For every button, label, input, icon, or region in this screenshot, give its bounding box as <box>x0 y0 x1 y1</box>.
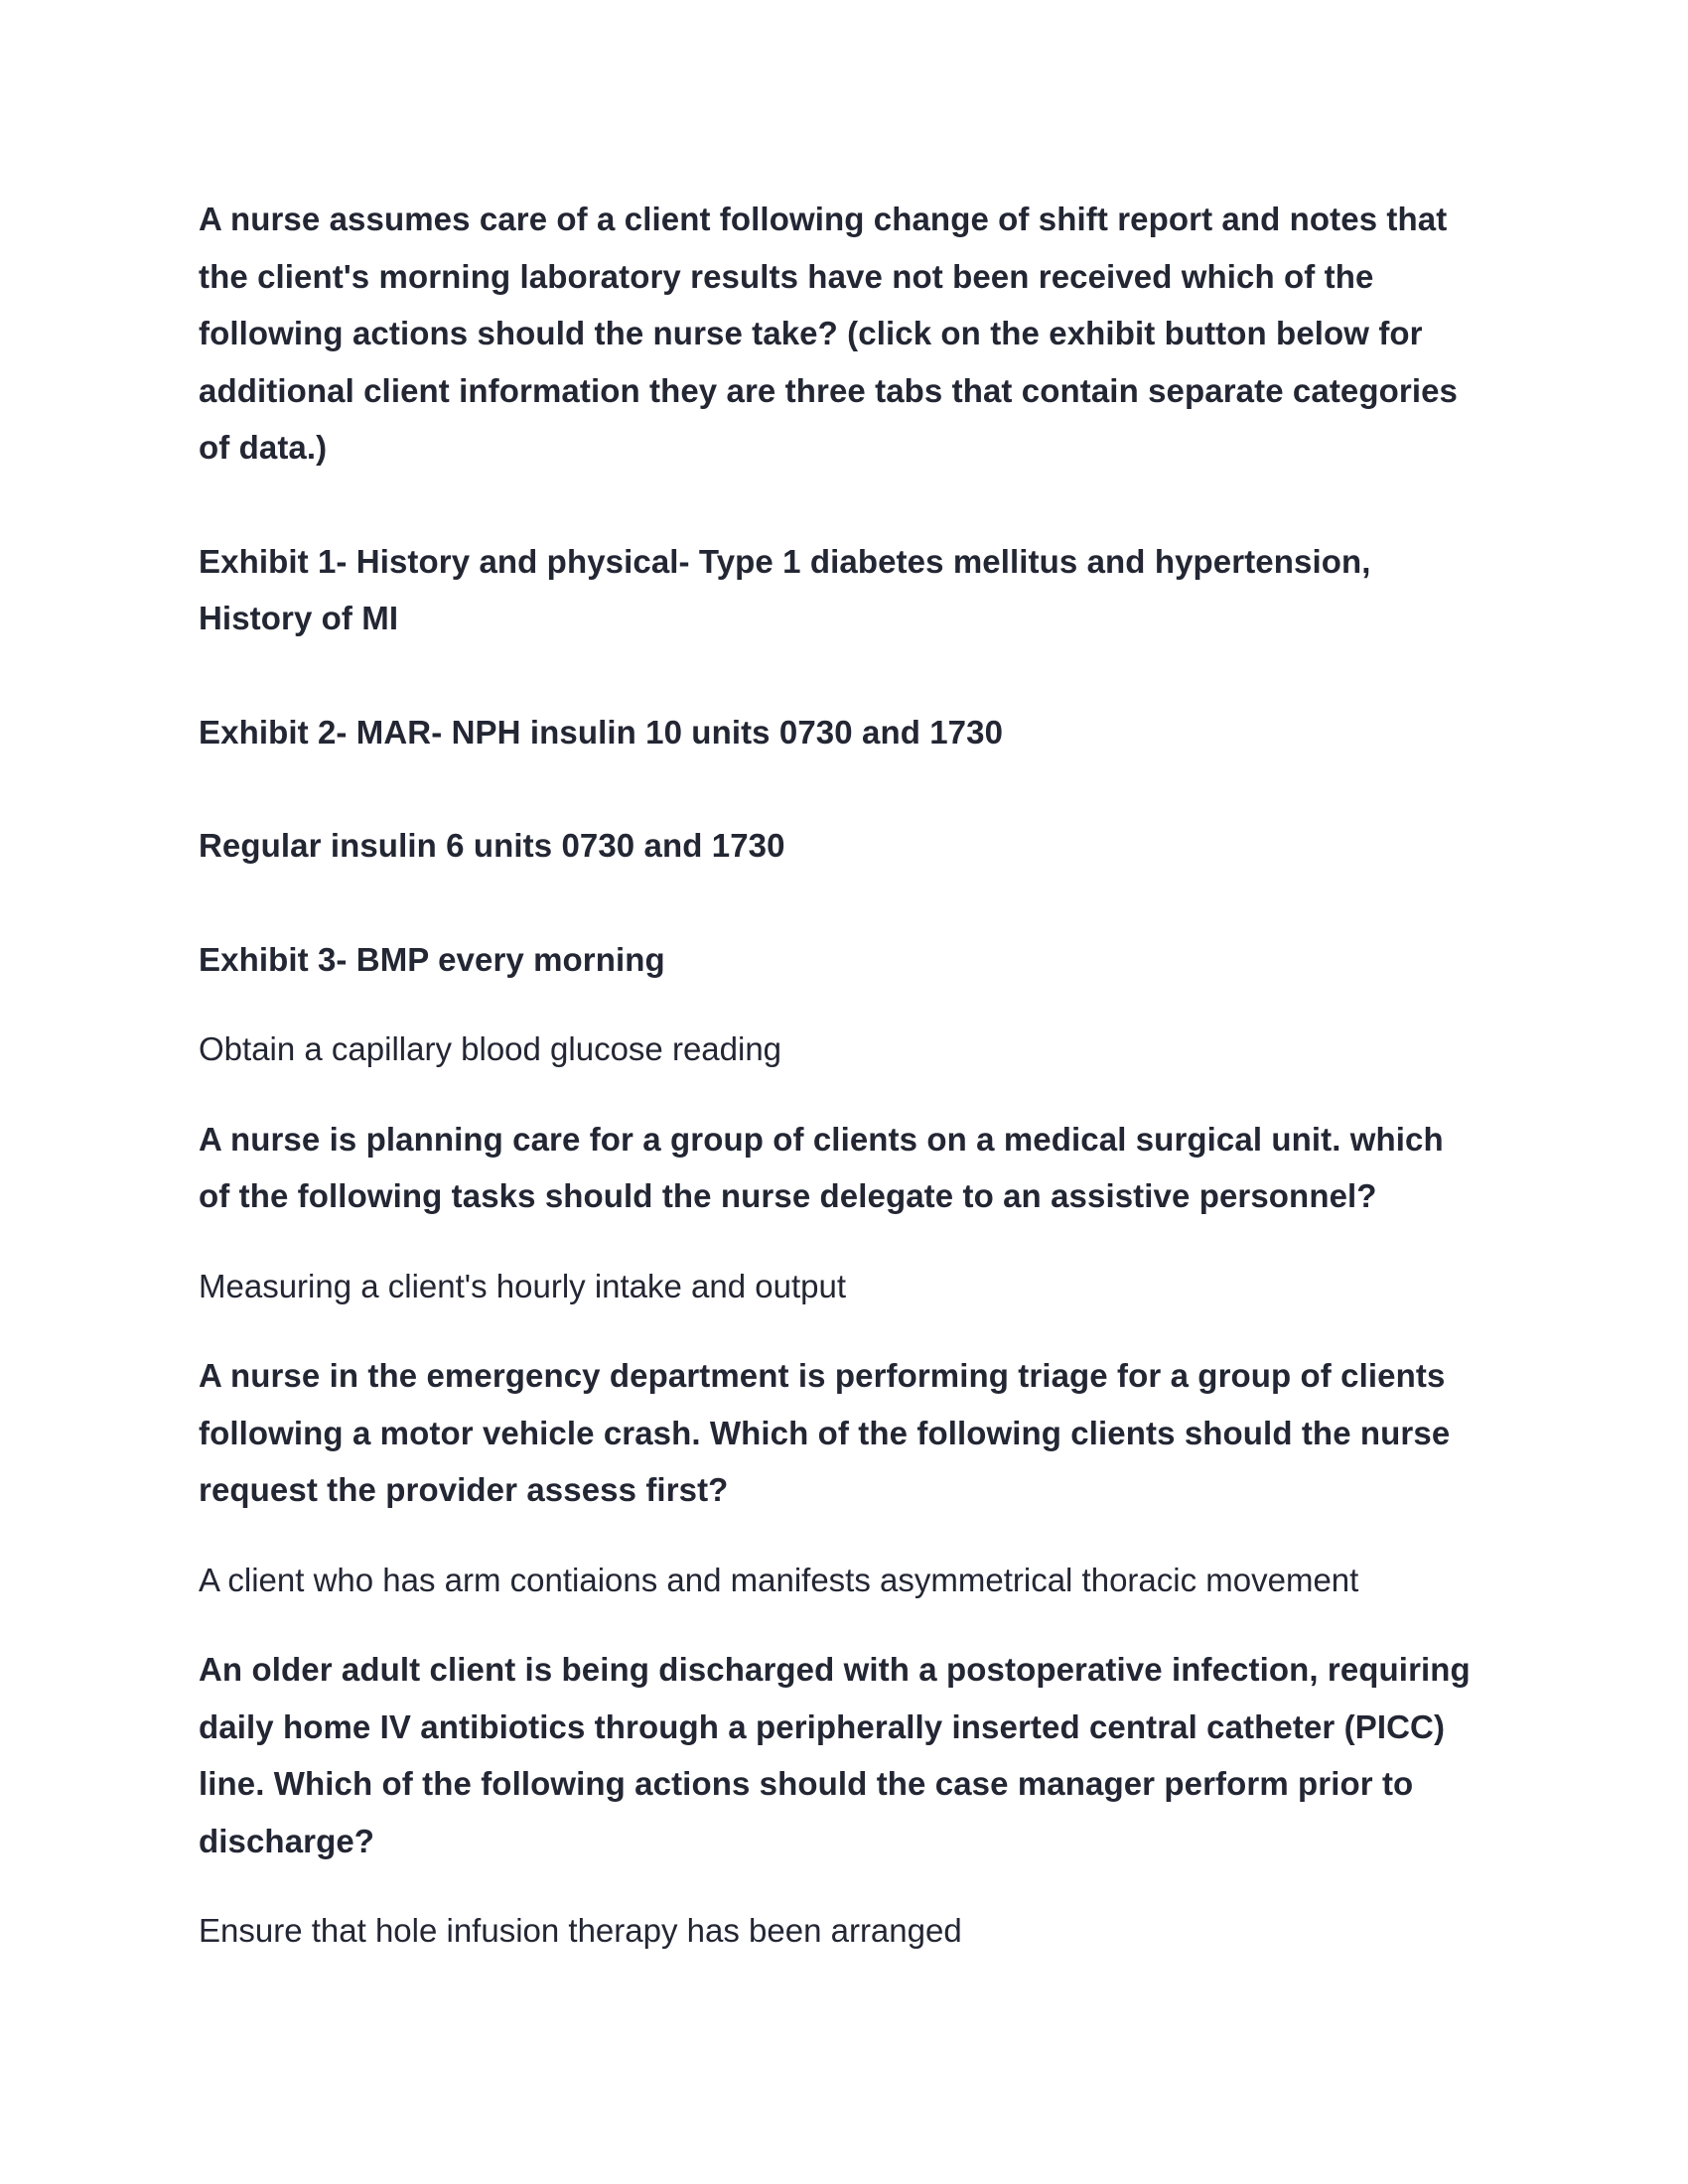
exhibit-2: Exhibit 2- MAR- NPH insulin 10 units 0730 and 1730 <box>199 713 1004 751</box>
exhibit-3: Exhibit 3- BMP every morning <box>199 940 665 978</box>
answer-1: Obtain a capillary blood glucose reading <box>199 1030 782 1067</box>
answer-3: A client who has arm contiaions and manifests asymmetrical thoracic movement <box>199 1561 1359 1598</box>
question-1: A nurse assumes care of a client following change of shift report and notes that the client's morning laboratory results have not been received which of the following actions should the nurse take? (click on the exhibit button below for additional client information they are three tabs that contain separate categories of data.) <box>199 201 1458 466</box>
question-3: A nurse in the emergency department is performing triage for a group of clients following a motor vehicle crash. Which of the following clients should the nurse request the provider assess first? <box>199 1357 1451 1508</box>
exhibit-2-regular-insulin: Regular insulin 6 units 0730 and 1730 <box>199 827 785 864</box>
question-4: An older adult client is being discharged with a postoperative infection, requiring daily home IV antibiotics through a peripherally inserted central catheter (PICC) line. Which of the following actions should the case manager perform prior to discharge? <box>199 1651 1471 1859</box>
exhibit-1: Exhibit 1- History and physical- Type 1 diabetes mellitus and hypertension, History of MI <box>199 542 1371 636</box>
question-2: A nurse is planning care for a group of clients on a medical surgical unit. which of the following tasks should the nurse delegate to an assistive personnel? <box>199 1120 1444 1214</box>
answer-2: Measuring a client's hourly intake and output <box>199 1267 847 1304</box>
answer-4: Ensure that hole infusion therapy has been arranged <box>199 1912 962 1949</box>
document-page <box>199 191 1489 1960</box>
